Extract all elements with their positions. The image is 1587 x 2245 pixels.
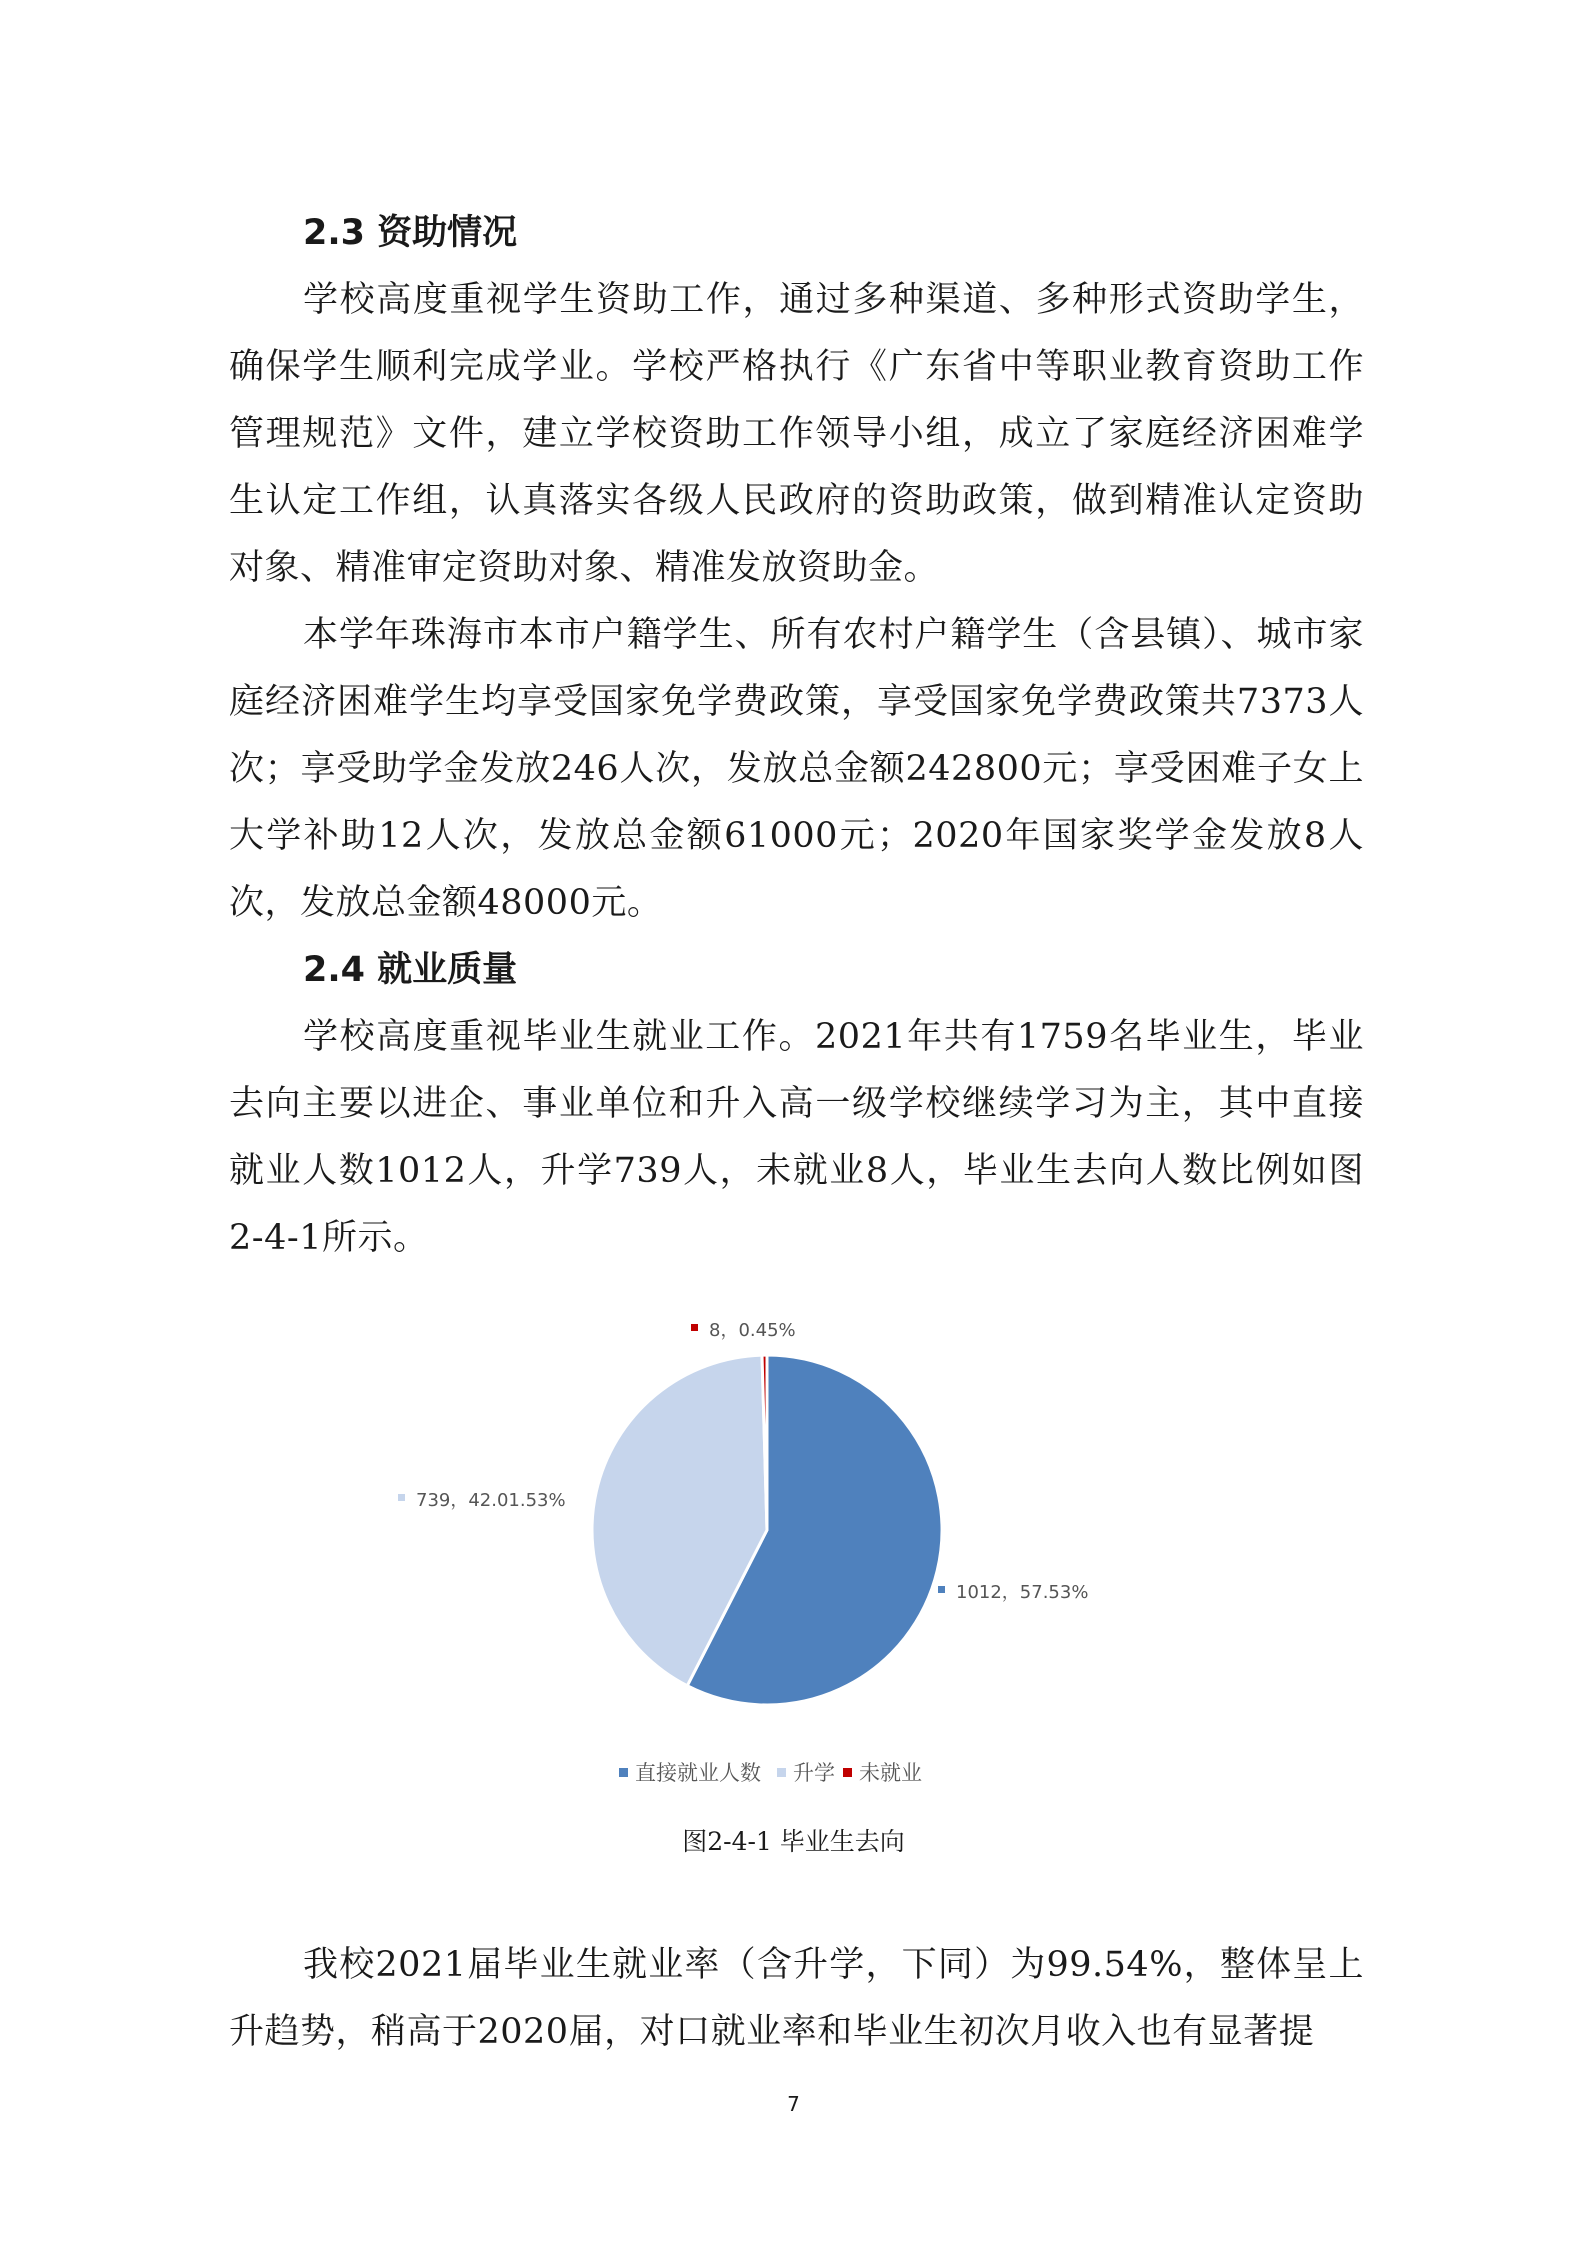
pie-chart [229,1300,1364,1860]
section-heading-2-3: 2.3 资助情况 [303,213,518,253]
main-text [229,200,1364,1272]
paragraph-funding-1: 学校高度重视学生资助工作，通过多种渠道、多种形式资助学生，确保学生顺利完成学业。学校严格执行《广东省中等职业教育资助工作管理规范》文件，建立学校资助工作领导小组，成立了家庭经济困难学生认定工作组，认真落实各级人民政府的资助政策，做到精准认定资助对象、精准审定资助对象、精准发放资助金。 [229,280,1364,588]
legend-swatch-0 [619,1768,628,1777]
data-label-0: 1012，57.53% [956,1582,1089,1603]
legend-label-1: 升学 [793,1761,835,1785]
legend-label-2: 未就业 [859,1761,922,1785]
page-number: 7 [787,2092,800,2116]
legend-swatch-2 [843,1768,852,1777]
graduate-destination-figure [229,1300,1364,1860]
data-label-marker-2 [691,1324,698,1331]
paragraph-employment-2: 我校2021届毕业生就业率（含升学，下同）为99.54%，整体呈上升趋势，稍高于2020届，对口就业率和毕业生初次月收入也有显著提 [229,1945,1364,2052]
legend-label-0: 直接就业人数 [635,1761,761,1785]
figure-caption: 图2-4-1 毕业生去向 [682,1827,905,1856]
data-label-marker-1 [398,1494,405,1501]
data-label-2: 8，0.45% [709,1320,796,1341]
data-label-marker-0 [938,1586,945,1593]
data-label-1: 739，42.01.53% [416,1490,566,1511]
legend-swatch-1 [777,1768,786,1777]
section-heading-2-4: 2.4 就业质量 [303,950,518,990]
paragraph-employment-1: 学校高度重视毕业生就业工作。2021年共有1759名毕业生，毕业去向主要以进企、事业单位和升入高一级学校继续学习为主，其中直接就业人数1012人，升学739人，未就业8人，毕业生去向人数比例如图2-4-1所示。 [229,1017,1364,1258]
closing-text [229,1932,1364,2066]
paragraph-funding-2: 本学年珠海市本市户籍学生、所有农村户籍学生（含县镇）、城市家庭经济困难学生均享受国家免学费政策，享受国家免学费政策共7373人次；享受助学金发放246人次，发放总金额242800元；享受困难子女上大学补助12人次，发放总金额61000元；2020年国家奖学金发放8人次，发放总金额48000元。 [229,615,1364,923]
